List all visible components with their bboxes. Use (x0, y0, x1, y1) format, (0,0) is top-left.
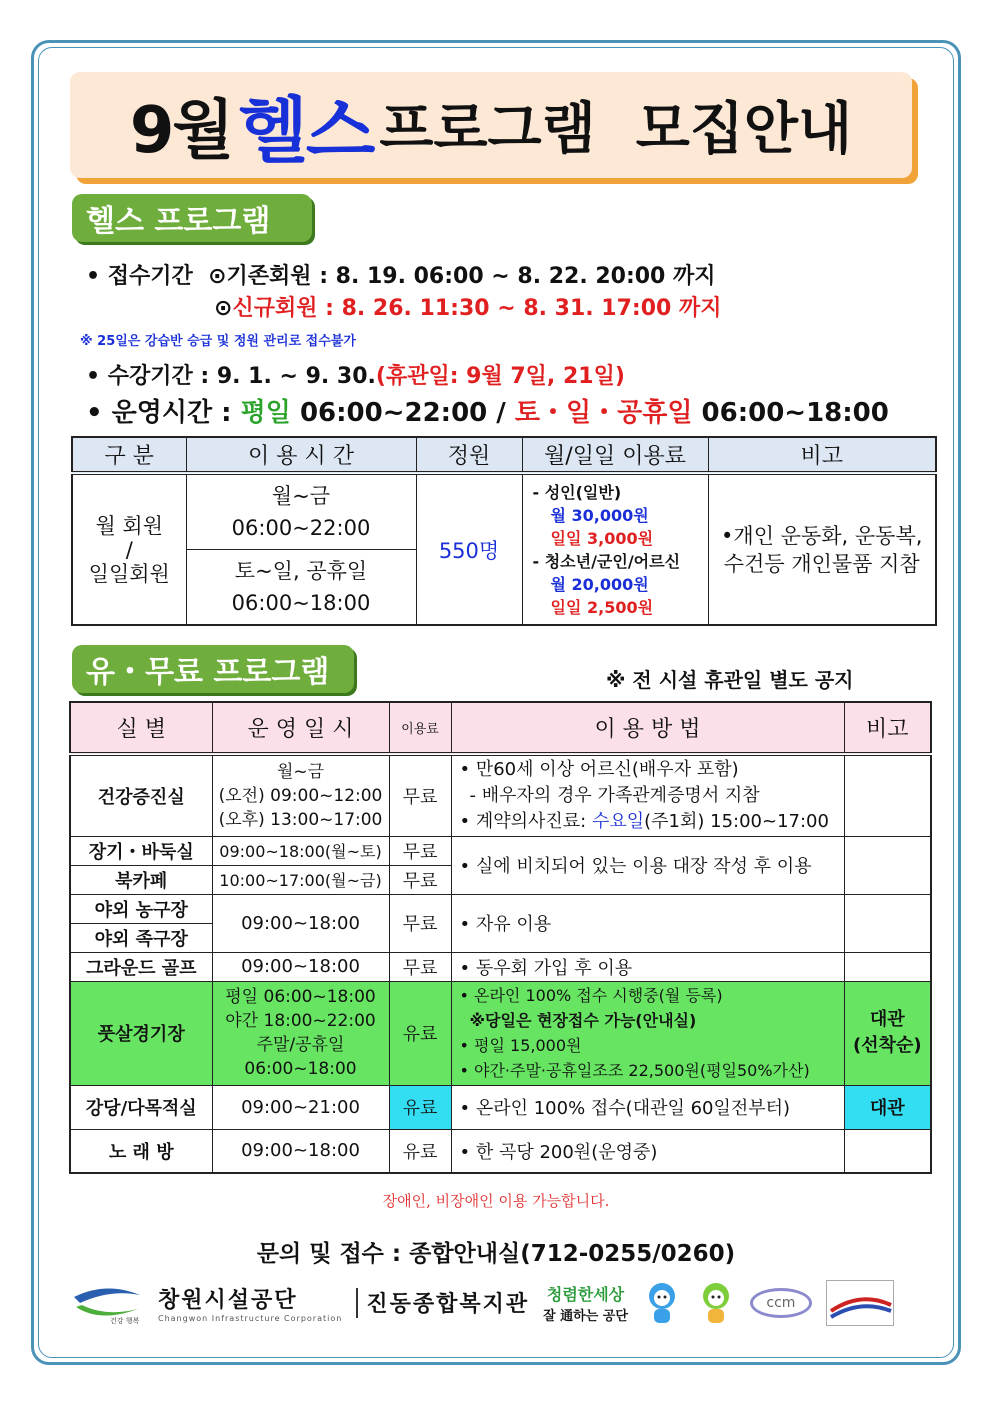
col-note: 비고 (844, 702, 931, 754)
schedule-line: 야간 18:00~22:00 (225, 1011, 376, 1031)
room-fee: 무료 (389, 754, 451, 836)
table-row (70, 894, 931, 923)
col-fee: 이용료 (389, 702, 451, 754)
note-line-2: 수건등 개인물품 지참 (723, 551, 920, 576)
room-method: • 온라인 100% 접수(대관일 60일전부터) (451, 1085, 844, 1129)
ccm-logo: ccm (750, 1288, 812, 1318)
weekday-hours: 06:00~22:00 / (299, 398, 506, 428)
title-highlight: 헬스 (238, 89, 374, 173)
note-line: (선착순) (852, 1035, 922, 1056)
time-weekend-hours: 06:00~18:00 (231, 590, 371, 615)
table-row (72, 473, 936, 549)
slogan-bottom: 잘 通하는 공단 (543, 1308, 628, 1324)
method-line: ※당일은 현장접수 가능(안내실) (469, 1011, 697, 1030)
table-row (70, 952, 931, 981)
time-weekday-hours: 06:00~22:00 (231, 515, 371, 540)
member-type-daily: 일일회원 (88, 561, 170, 586)
method-text: (주1회) 15:00~17:00 (644, 810, 829, 832)
table-header-row (72, 437, 936, 473)
title-recruit: 모집안내 (635, 97, 853, 162)
col-type: 구 분 (72, 437, 186, 473)
room-name: 그라운드 골프 (70, 952, 212, 981)
health-fee-table (71, 436, 937, 626)
registration-line-2 (214, 291, 721, 322)
health-section-badge: 헬스 프로그램 (72, 194, 312, 242)
room-schedule (212, 754, 389, 836)
note-line: 대관 (869, 1009, 905, 1030)
room-name: 야외 족구장 (70, 923, 212, 952)
branch-name: 진동종합복지관 (366, 1292, 530, 1317)
fee-cell (522, 473, 708, 625)
table-row (70, 754, 931, 836)
title-program: 프로그램 (379, 97, 596, 162)
title-banner (70, 72, 912, 178)
registration-notice: ※ 25일은 강습반 승급 및 정원 관리로 접수불가 (80, 334, 356, 349)
logo-bar (70, 1275, 938, 1330)
schedule-line: 평일 06:00~18:00 (225, 987, 376, 1007)
member-type-monthly: 월 회원 (95, 513, 164, 538)
room-name: 강당/다목적실 (70, 1085, 212, 1129)
fee-adult-month: 월 30,000원 (550, 505, 649, 525)
schedule-line: 월~금 (276, 761, 325, 782)
room-name: 야외 농구장 (70, 894, 212, 923)
fee-youth-month: 월 20,000원 (550, 574, 649, 594)
org-name: 창원시설공단 (158, 1287, 298, 1313)
time-weekday-days: 월~금 (271, 483, 331, 508)
method-line: • 야간·주말·공휴일조조 22,500원(평일50%가산) (459, 1061, 810, 1080)
room-method: • 한 곡당 200원(운영중) (451, 1129, 844, 1173)
table-row (70, 981, 931, 1085)
fee-adult-day: 일일 3,000원 (550, 528, 654, 548)
room-fee: 무료 (389, 894, 451, 952)
room-schedule: 09:00~18:00(월~토) (212, 836, 389, 865)
room-fee: 유료 (389, 1085, 451, 1129)
room-name: 북카페 (70, 865, 212, 894)
room-schedule: 09:00~18:00 (212, 952, 389, 981)
course-period-line (86, 359, 625, 390)
room-schedule (212, 981, 389, 1085)
room-fee: 무료 (389, 836, 451, 865)
room-note (844, 836, 931, 894)
room-note (844, 952, 931, 981)
method-line: • 만60세 이상 어르신(배우자 포함) (459, 758, 739, 780)
room-method (451, 981, 844, 1085)
room-name: 장기・바둑실 (70, 836, 212, 865)
schedule-line: (오전) 09:00~12:00 (218, 785, 383, 806)
room-fee: 무료 (389, 865, 451, 894)
method-line: - 배우자의 경우 가족관계증명서 지참 (469, 784, 760, 806)
operating-hours-label: • 운영시간 : (86, 398, 232, 428)
col-room: 실 별 (70, 702, 212, 754)
room-fee: 무료 (389, 952, 451, 981)
note-cell (708, 473, 936, 625)
weekend-label: 토・일・공휴일 (514, 398, 693, 428)
new-member-label: 신규회원 (232, 296, 318, 321)
room-note (844, 981, 931, 1085)
col-note: 비고 (708, 437, 936, 473)
fee-youth-day: 일일 2,500원 (550, 597, 654, 617)
room-schedule: 09:00~18:00 (212, 1129, 389, 1173)
weekday-label: 평일 (240, 398, 291, 428)
contact-info: 문의 및 접수 : 종합안내실(712-0255/0260) (256, 1241, 736, 1267)
accessibility-note: 장애인, 비장애인 이용 가능합니다. (382, 1192, 610, 1210)
capacity-cell: 550명 (416, 473, 522, 625)
new-member-prefix: ⊙ (214, 296, 233, 321)
table-row (70, 1085, 931, 1129)
col-method: 이 용 방 법 (451, 702, 844, 754)
room-note (844, 754, 931, 836)
method-day: 수요일 (591, 810, 645, 832)
schedule-line: (오후) 13:00~17:00 (218, 809, 383, 830)
registration-line-1 (86, 259, 716, 290)
room-note (844, 894, 931, 952)
slogan-top: 청렴한세상 (546, 1284, 625, 1304)
course-period: • 수강기간 : 9. 1. ~ 9. 30. (86, 364, 376, 389)
mascot-blue-icon (642, 1280, 682, 1326)
page-title (70, 72, 912, 178)
room-schedule: 09:00~21:00 (212, 1085, 389, 1129)
method-text: • 계약의사진료: (459, 810, 592, 832)
facility-table (69, 701, 932, 1174)
method-line: • 평일 15,000원 (459, 1036, 582, 1055)
schedule-line: 06:00~18:00 (244, 1059, 357, 1079)
time-weekend-cell (186, 549, 416, 625)
logo-small-text: 건강 행복 (110, 1316, 140, 1325)
certification-mark-icon (826, 1280, 894, 1326)
corporation-logo-icon (70, 1283, 144, 1323)
room-method (451, 754, 844, 836)
room-schedule: 09:00~18:00 (212, 894, 389, 952)
room-name: 건강증진실 (70, 754, 212, 836)
title-month: 9월 (129, 94, 233, 168)
time-weekend-days: 토~일, 공휴일 (234, 558, 368, 583)
method-line: • 온라인 100% 접수 시행중(월 등록) (459, 986, 723, 1005)
fee-adult-label: - 성인(일반) (532, 482, 622, 502)
logo-divider (356, 1288, 358, 1318)
new-member-period: : 8. 26. 11:30 ~ 8. 31. 17:00 까지 (325, 296, 722, 321)
course-holiday: (휴관일: 9월 7일, 21일) (375, 364, 625, 389)
table-row (70, 836, 931, 865)
closed-day-notice: ※ 전 시설 휴관일 별도 공지 (606, 668, 854, 692)
room-name: 풋살경기장 (70, 981, 212, 1085)
room-name: 노 래 방 (70, 1129, 212, 1173)
note-line-1: •개인 운동화, 운동복, (721, 523, 923, 548)
room-method: • 동우회 가입 후 이용 (451, 952, 844, 981)
col-time: 이 용 시 간 (186, 437, 416, 473)
table-header-row (70, 702, 931, 754)
slogan (543, 1282, 628, 1324)
free-paid-section-badge: 유・무료 프로그램 (72, 645, 354, 693)
room-fee: 유료 (389, 981, 451, 1085)
schedule-line: 주말/공휴일 (256, 1035, 345, 1055)
org-english-name: Changwon Infrastructure Corporation (158, 1313, 343, 1323)
method-line (460, 809, 844, 835)
room-note: 대관 (844, 1085, 931, 1129)
operating-hours-line (86, 392, 889, 429)
room-method: • 실에 비치되어 있는 이용 대장 작성 후 이용 (451, 836, 844, 894)
fee-youth-label: - 청소년/군인/어르신 (532, 551, 681, 571)
col-fee: 월/일일 이용료 (522, 437, 708, 473)
registration-label: • 접수기간 (86, 264, 193, 289)
member-type-cell (72, 473, 186, 625)
time-weekday-cell (186, 473, 416, 549)
col-schedule: 운 영 일 시 (212, 702, 389, 754)
mascot-green-icon (696, 1280, 736, 1326)
weekend-hours: 06:00~18:00 (701, 398, 889, 428)
room-note (844, 1129, 931, 1173)
org-block (158, 1283, 342, 1323)
existing-member-label: ⊙기존회원 (208, 264, 312, 289)
room-schedule: 10:00~17:00(월~금) (212, 865, 389, 894)
existing-member-period: : 8. 19. 06:00 ~ 8. 22. 20:00 까지 (319, 264, 716, 289)
room-fee: 유료 (389, 1129, 451, 1173)
member-type-slash: / (125, 537, 133, 562)
col-capacity: 정원 (416, 437, 522, 473)
room-method: • 자유 이용 (451, 894, 844, 952)
table-row (70, 1129, 931, 1173)
